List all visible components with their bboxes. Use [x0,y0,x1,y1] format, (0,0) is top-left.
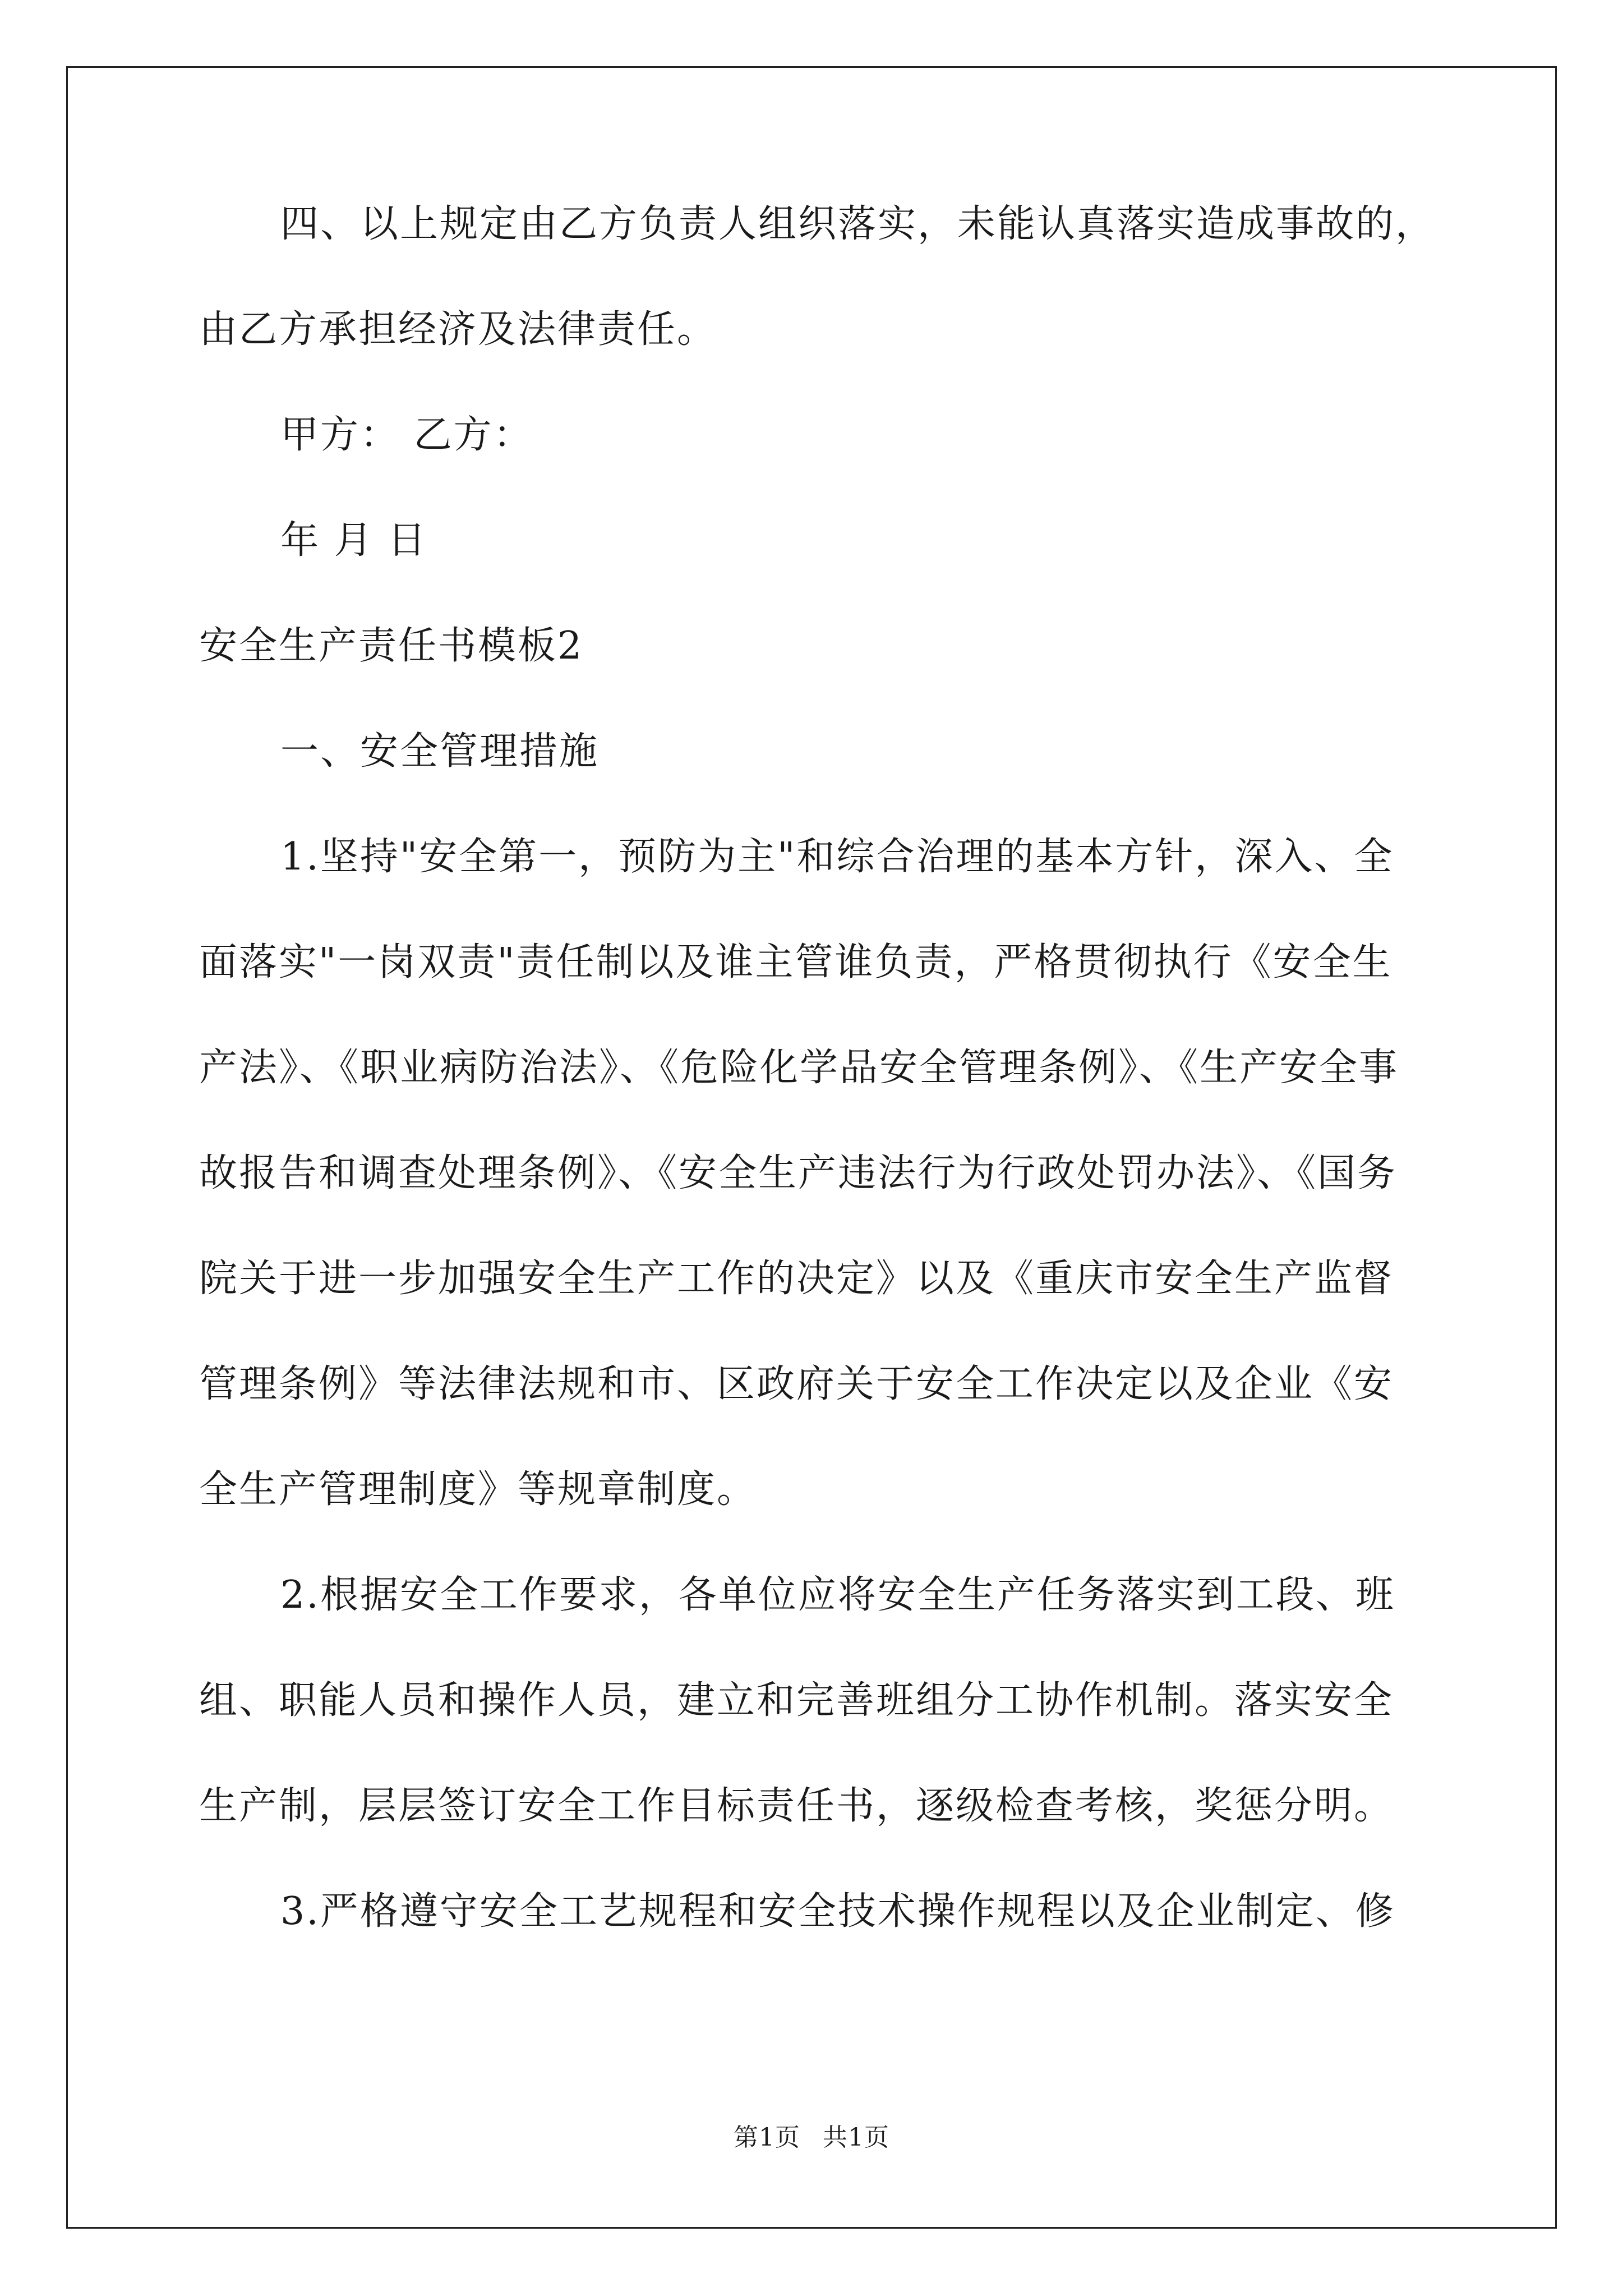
paragraph-line: 全生产管理制度》等规章制度。 [199,1467,757,1512]
section-title: 安全生产责任书模板2 [199,624,584,668]
paragraph-line: 管理条例》等法律法规和市、区政府关于安全工作决定以及企业《安 [199,1362,1394,1406]
paragraph-line: 由乙方承担经济及法律责任。 [199,307,717,352]
paragraph-line: 故报告和调查处理条例》、《安全生产违法行为行政处罚办法》、《国务 [199,1151,1398,1195]
page-number: 第1页 [734,2123,800,2152]
paragraph-line: 四、以上规定由乙方负责人组织落实，未能认真落实造成事故的， [280,202,1436,246]
page-total: 共1页 [823,2123,889,2152]
paragraph-line: 组、职能人员和操作人员，建立和完善班组分工协作机制。落实安全 [199,1678,1394,1723]
paragraph-line: 院关于进一步加强安全生产工作的决定》以及《重庆市安全生产监督 [199,1257,1394,1301]
paragraph-line: 生产制，层层签订安全工作目标责任书，逐级检查考核，奖惩分明。 [199,1784,1394,1828]
paragraph-line: 3.严格遵守安全工艺规程和安全技术操作规程以及企业制定、修 [280,1889,1395,1934]
section-heading: 一、安全管理措施 [280,729,600,774]
signature-parties: 甲方： 乙方： [280,413,533,457]
paragraph-line: 2.根据安全工作要求，各单位应将安全生产任务落实到工段、班 [280,1573,1395,1617]
signature-date: 年 月 日 [280,518,428,563]
paragraph-line: 面落实"一岗双责"责任制以及谁主管谁负责，严格贯彻执行《安全生 [199,940,1393,984]
page-footer [0,2122,1623,2154]
paragraph-line: 1.坚持"安全第一，预防为主"和综合治理的基本方针，深入、全 [280,835,1394,879]
paragraph-line: 产法》、《职业病防治法》、《危险化学品安全管理条例》、《生产安全事 [199,1046,1399,1090]
